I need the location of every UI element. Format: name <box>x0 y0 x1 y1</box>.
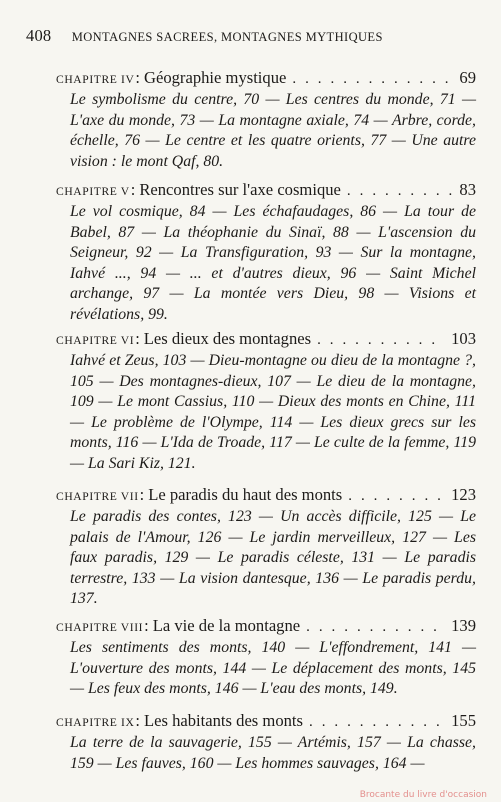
chapter-title: Les dieux des montagnes <box>143 329 312 348</box>
chapter-heading: CHAPITRE IV : Géographie mystique . . . 69 <box>56 67 476 90</box>
chapter-subsections: Iahvé et Zeus, 103 — Dieu-montagne ou dieu de la montagne ?, 105 — Des montagnes-dieux, 107 — Le dieu de la montagne, 109 — Le mont Cassius, 110 — Dieux des monts en Chine, 111 — Le problème de l'Olympe, 114 — Les dieux grecs sur les monts, 116 — L'Ida de Troade, 117 — Le culte de la femme, 119 — La Sari Kiz, 121. <box>70 352 476 472</box>
dot-leader <box>309 712 445 733</box>
watermark: Brocante du livre d'occasion <box>359 790 487 800</box>
dot-leader <box>347 181 453 202</box>
running-title: MONTAGNES SACREES, MONTAGNES MYTHIQUES <box>71 30 383 44</box>
chapter-label: CHAPITRE VIII <box>56 621 144 634</box>
chapter-title: Rencontres sur l'axe cosmique <box>139 180 341 199</box>
chapter-entry-iv <box>56 67 476 172</box>
chapter-page-number: 69 <box>459 68 476 87</box>
dot-leader <box>317 330 445 351</box>
chapter-title: La vie de la montagne <box>152 616 301 635</box>
chapter-subsections: La terre de la sauvagerie, 155 — Artémis, 157 — La chasse, 159 — Les fauves, 160 — Les hommes sauvages, 164 — <box>70 734 476 772</box>
chapter-page-number: 139 <box>451 616 476 635</box>
chapter-page-number: 123 <box>451 485 476 504</box>
dot-leader <box>306 617 445 638</box>
chapter-title: Les habitants des monts <box>143 711 303 730</box>
page-header <box>26 26 481 46</box>
chapter-title: Le paradis du haut des monts <box>148 485 343 504</box>
chapter-label: CHAPITRE IX <box>56 716 135 729</box>
chapter-heading: CHAPITRE IX : Les habitants des monts . . . 155 <box>56 710 476 733</box>
chapter-heading: CHAPITRE V : Rencontres sur l'axe cosmique . . . 83 <box>56 179 476 202</box>
chapter-subsections: Les sentiments des monts, 140 — L'effondrement, 141 — L'ouverture des monts, 144 — Le déplacement des monts, 145 — Les feux des monts, 146 — L'eau des monts, 149. <box>70 639 476 697</box>
chapter-label: CHAPITRE VI <box>56 334 135 347</box>
chapter-heading: CHAPITRE VIII : La vie de la montagne . . . 139 <box>56 615 476 638</box>
chapter-page-number: 155 <box>451 711 476 730</box>
chapter-heading: CHAPITRE VI : Les dieux des montagnes . . . 103 <box>56 328 476 351</box>
chapter-title: Géographie mystique <box>143 68 287 87</box>
chapter-subsections: Le vol cosmique, 84 — Les échafaudages, 86 — La tour de Babel, 87 — La théophanie du Sinaï, 88 — L'ascension du Seigneur, 92 — La Transfiguration, 93 — Sur la montagne, Iahvé ..., 94 — ... et d'autres dieux, 96 — Saint Michel archange, 97 — La montée vers Dieu, 98 — Visions et révélations, 99. <box>70 203 476 323</box>
chapter-entry-v <box>56 179 476 325</box>
dot-leader <box>348 486 445 507</box>
chapter-subsections: Le symbolisme du centre, 70 — Les centres du monde, 71 — L'axe du monde, 73 — La montagne axiale, 74 — Arbre, corde, échelle, 76 — Le centre et les quatre orients, 77 — Une autre vision : le mont Qaf, 80. <box>70 91 476 170</box>
page-number: 408 <box>26 26 52 45</box>
chapter-heading: CHAPITRE VII : Le paradis du haut des monts . . . 123 <box>56 484 476 507</box>
chapter-page-number: 103 <box>451 329 476 348</box>
chapter-page-number: 83 <box>459 180 476 199</box>
chapter-entry-vii <box>56 484 476 610</box>
chapter-label: CHAPITRE V <box>56 185 130 198</box>
dot-leader <box>292 69 453 90</box>
chapter-label: CHAPITRE VII <box>56 490 139 503</box>
chapter-subsections: Le paradis des contes, 123 — Un accès difficile, 125 — Le palais de l'Amour, 126 — Le jardin merveilleux, 127 — Les faux paradis, 129 — Le paradis céleste, 131 — Le paradis terrestre, 133 — La vision dantesque, 136 — Le paradis perdu, 137. <box>70 508 476 607</box>
chapter-entry-viii <box>56 615 476 700</box>
chapter-entry-ix <box>56 710 476 774</box>
chapter-label: CHAPITRE IV <box>56 73 135 86</box>
chapter-entry-vi <box>56 328 476 474</box>
